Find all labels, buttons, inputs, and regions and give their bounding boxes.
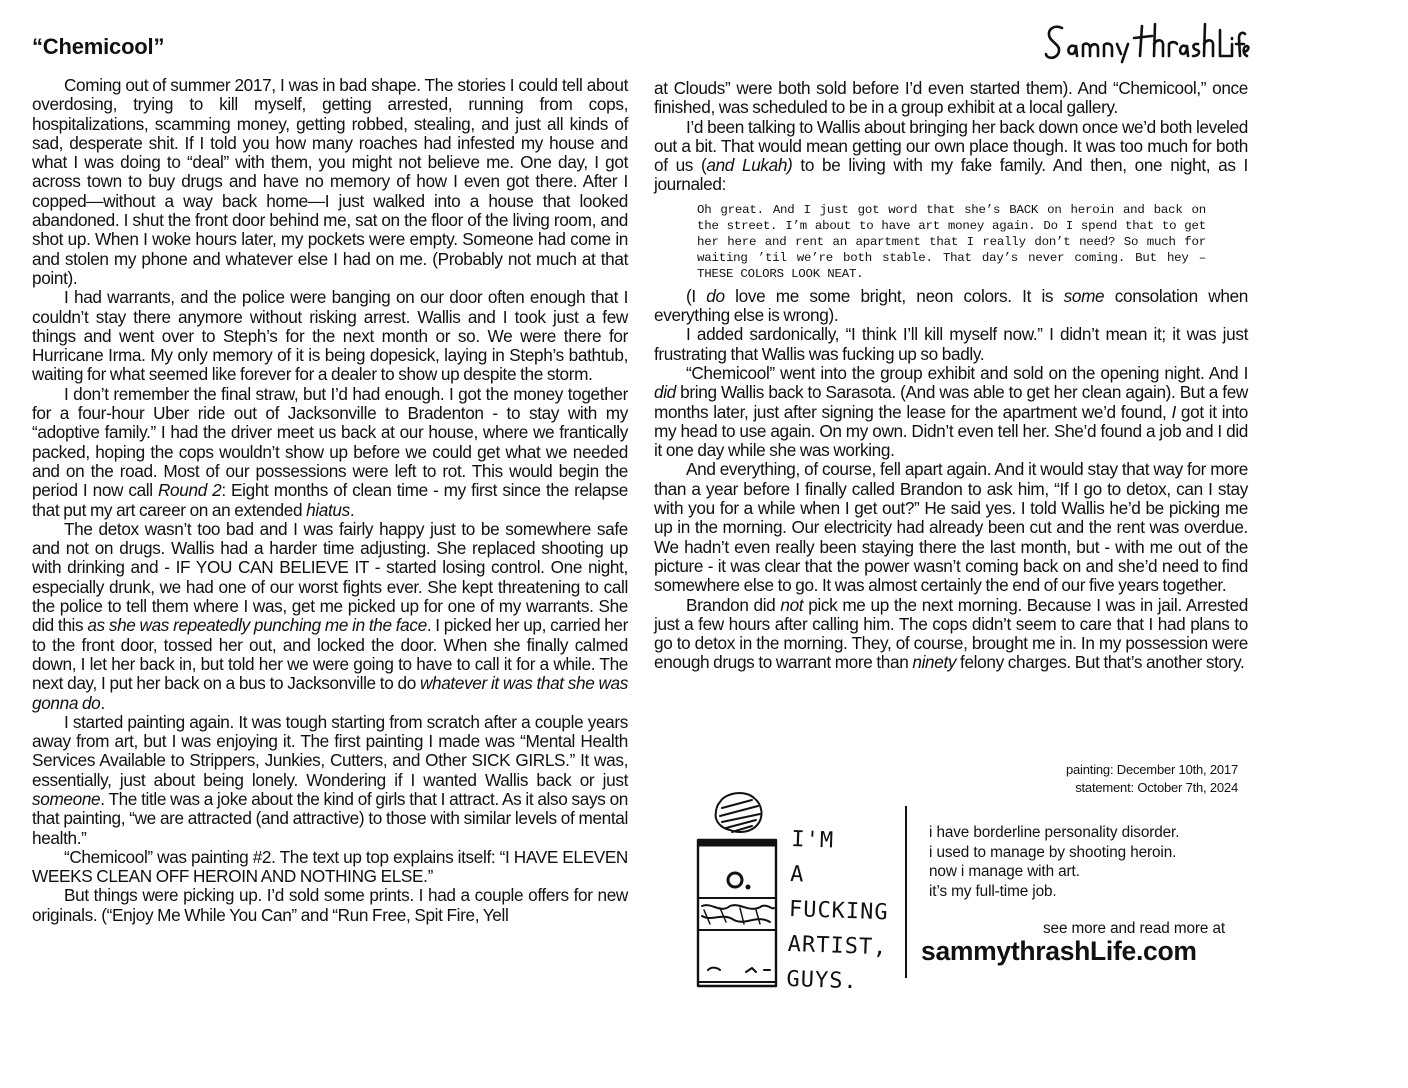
paragraph: [32, 848, 628, 887]
paragraph: [654, 287, 1248, 326]
paragraph-text: : Eight months of clean time - my first since the relapse that put my art career on an extended: [32, 480, 628, 520]
paragraph-text: And everything, of course, fell apart again. And it would stay that way for more than a year before I finally called Brandon to ask him, “If I go to detox, can I stay with you for a while when I get out?” He said yes. I told Wallis he’d be picking me up in the morning. Our electricity had already been cut and the rent was overdue. We hadn’t even really been staying there the last month, but - with me out of the picture - it was clear that the power wasn’t coming back on and she’d need to find somewhere else to go. It was almost certainly the end of our five years together.: [654, 459, 1248, 596]
scribble-ball-icon: [716, 793, 762, 832]
emphasis-text: as she was repeatedly punching me in the face: [87, 615, 427, 636]
paragraph-text: But things were picking up. I’d sold some prints. I had a couple offers for new originals. (“Enjoy Me While You Can” and “Run Free, Spit Fire, Yell: [32, 885, 628, 925]
emphasis-text: hiatus: [306, 499, 350, 520]
bio-block: [929, 823, 1179, 901]
paragraph-text: “Chemicool” was painting #2. The text up top explains itself: “I HAVE ELEVEN WEEKS CLEAN OFF HEROIN AND NOTHING ELSE.”: [32, 846, 628, 887]
right-column: [654, 79, 1248, 673]
bio-line: it’s my full-time job.: [929, 882, 1057, 900]
paragraph-text: felony charges. But that’s another story.: [956, 652, 1245, 673]
vertical-divider: [905, 806, 907, 978]
paragraph-text: The detox wasn’t too bad and I was fairly happy just to be somewhere safe and not on drugs. Wallis had a harder time adjusting. She replaced shooting up with drinking and - IF YOU CAN BELIEVE IT - started losing control. One night, especially drunk, we had one of our worst fights ever. She kept threatening to call the police to tell them where I was, get me picked up for one of my warrants. She did this: [32, 518, 628, 636]
can-icon: [698, 840, 776, 986]
paragraph: [32, 886, 628, 925]
paragraph: [654, 364, 1248, 460]
art-caption-text: I'M A FUCKING ARTIST, GUYS.: [786, 826, 890, 995]
paragraph-text: . I picked her up, carried her to the front door, tossed her out, and locked the door. When she finally calmed down, I let her back in, but told her we were going to have to call it for a while. The next day, I put her back on a bus to Jacksonville to do: [32, 615, 629, 694]
paragraph-text: .: [100, 692, 105, 713]
paragraph-text: I don’t remember the final straw, but I’d had enough. I got the money together for a four-hour Uber ride out of Jacksonville to Bradenton - to stay with my “adoptive family.” I had the driver meet us back at our house, where we frantically packed, hoping the cops wouldn’t show up before we could get what we needed and on the road. Most of our possessions were left to rot. This would begin the period I now call: [32, 383, 628, 501]
soup-can-illustration: [690, 790, 786, 990]
paragraph-text: . The title was a joke about the kind of girls that I attract. As it also says on that painting, “we are attracted (and attractive) to those with similar levels of mental health.”: [32, 788, 628, 848]
paragraph-text: I’d been talking to Wallis about bringing her back down once we’d both leveled out a bit. That would mean getting our own place though. It was too much for both of us (: [654, 116, 1248, 176]
paragraph-text: “Chemicool” went into the group exhibit and sold on the opening night. And I: [686, 362, 1248, 383]
bio-line: i used to manage by shooting heroin.: [929, 843, 1177, 861]
call-to-action: see more and read more at: [1042, 920, 1225, 937]
paragraph-text: got it into my head to use again. On my own. Didn’t even tell her. She’d found a job and I did it one day while she was working.: [654, 401, 1249, 461]
website-link[interactable]: sammythrashLife.com: [921, 936, 1197, 966]
paragraph-text: Brandon did: [686, 594, 781, 615]
emphasis-text: and Lukah): [706, 155, 793, 176]
emphasis-text: ninety: [912, 652, 957, 673]
paragraph-text: consolation when everything else is wrong).: [654, 285, 1248, 326]
paragraph-text: .: [349, 499, 355, 520]
paragraph-text: I started painting again. It was tough starting from scratch after a couple years away from art, but I was enjoying it. The first painting I made was “Mental Health Services Available to Strippers, Junkies, Cutters, and Other SICK GIRLS.” It was, essentially, just about being lonely. Wondering if I wanted Wallis back or just: [32, 711, 628, 790]
paragraph-text: pick me up the next morning. Because I was in jail. Arrested just a few hours after calling him. The cops didn’t seem to care that I had plans to go to detox in the morning. They, of course, brought me in. In my possession were enough drugs to warrant more than: [654, 594, 1248, 673]
paragraph-text: to be living with my fake family. And then, one night, as I journaled:: [654, 155, 1248, 195]
emphasis-text: some: [1063, 285, 1105, 306]
paragraph-text: bring Wallis back to Sarasota. (And was able to get her clean again). But a few months later, just after signing the lease for the apartment we’d found,: [654, 382, 1248, 422]
emphasis-text: whatever it was that she was gonna do: [32, 673, 628, 713]
paragraph-text: I had warrants, and the police were banging on our door often enough that I couldn’t stay there anymore without risking arrest. Wallis and I took just a few things and went over to Steph’s for the next month or so. We were there for Hurricane Irma. My only memory of it is being dopesick, laying in Steph’s bathtub, waiting for what seemed like forever for a dealer to show up despite the storm.: [32, 287, 628, 385]
journal-excerpt: Oh great. And I just got word that she’s BACK on heroin and back on the street. I’m about to have art money again. Do I spend that to get her here and rent an apartment that I really don’t need? So much for waiting ’til we’re both stable. That day’s never coming. But hey – THESE COLORS LOOK NEAT.: [697, 202, 1206, 281]
paragraph-text: I added sardonically, “I think I’ll kill myself now.” I didn’t mean it; it was just frustrating that Wallis was fucking up so badly.: [654, 324, 1248, 364]
emphasis-text: someone: [32, 788, 101, 809]
paragraph-text: Coming out of summer 2017, I was in bad shape. The stories I could tell about overdosing, trying to kill myself, getting arrested, running from cops, hospitalizations, scamming money, getting robbed, stealing, and just all kinds of sad, desperate shit. If I told you how many roaches had infested my house and what I was doing to “deal” with them, you might not believe me. One day, I got across town to buy drugs and have no memory of how I even got there. After I copped—without a way back home—I just walked into a house that looked abandoned. I shut the front door behind me, sat on the floor of the living room, and shot up. When I woke hours later, my pockets were empty. Someone had come in and stolen my phone and whatever else I had on me. (Probably not much at that point).: [32, 75, 628, 288]
emphasis-text: not: [780, 594, 804, 615]
page-title: “Chemicool”: [32, 34, 165, 59]
bio-line: i have borderline personality disorder.: [929, 824, 1180, 841]
dates-credits: [1066, 761, 1238, 797]
emphasis-text: did: [654, 382, 676, 403]
painting-date: painting: December 10th, 2017: [1066, 762, 1238, 777]
paragraph: [654, 325, 1248, 364]
bio-line: now i manage with art.: [929, 863, 1080, 880]
paragraph: [654, 596, 1248, 673]
paragraph: [654, 460, 1248, 595]
emphasis-text: do: [706, 285, 725, 306]
paragraph: [32, 713, 628, 848]
paragraph-text: love me some bright, neon colors. It is: [724, 285, 1064, 306]
paragraph: [32, 288, 628, 384]
paragraph-text: (I: [686, 285, 707, 306]
paragraph: [654, 118, 1248, 195]
left-column: [32, 76, 628, 925]
signature-strokes: [1046, 24, 1248, 62]
paragraph: [32, 385, 628, 520]
paragraph: [32, 520, 628, 713]
emphasis-text: I: [1171, 401, 1176, 422]
paragraph: [654, 79, 1248, 118]
paragraph-text: at Clouds” were both sold before I’d even started them). And “Chemicool,” once finished, was scheduled to be in a group exhibit at a local gallery.: [654, 78, 1248, 118]
statement-date: statement: October 7th, 2024: [1075, 780, 1238, 795]
emphasis-text: Round 2: [158, 480, 222, 501]
signature-logo: [1040, 16, 1250, 72]
paragraph: [32, 76, 628, 288]
